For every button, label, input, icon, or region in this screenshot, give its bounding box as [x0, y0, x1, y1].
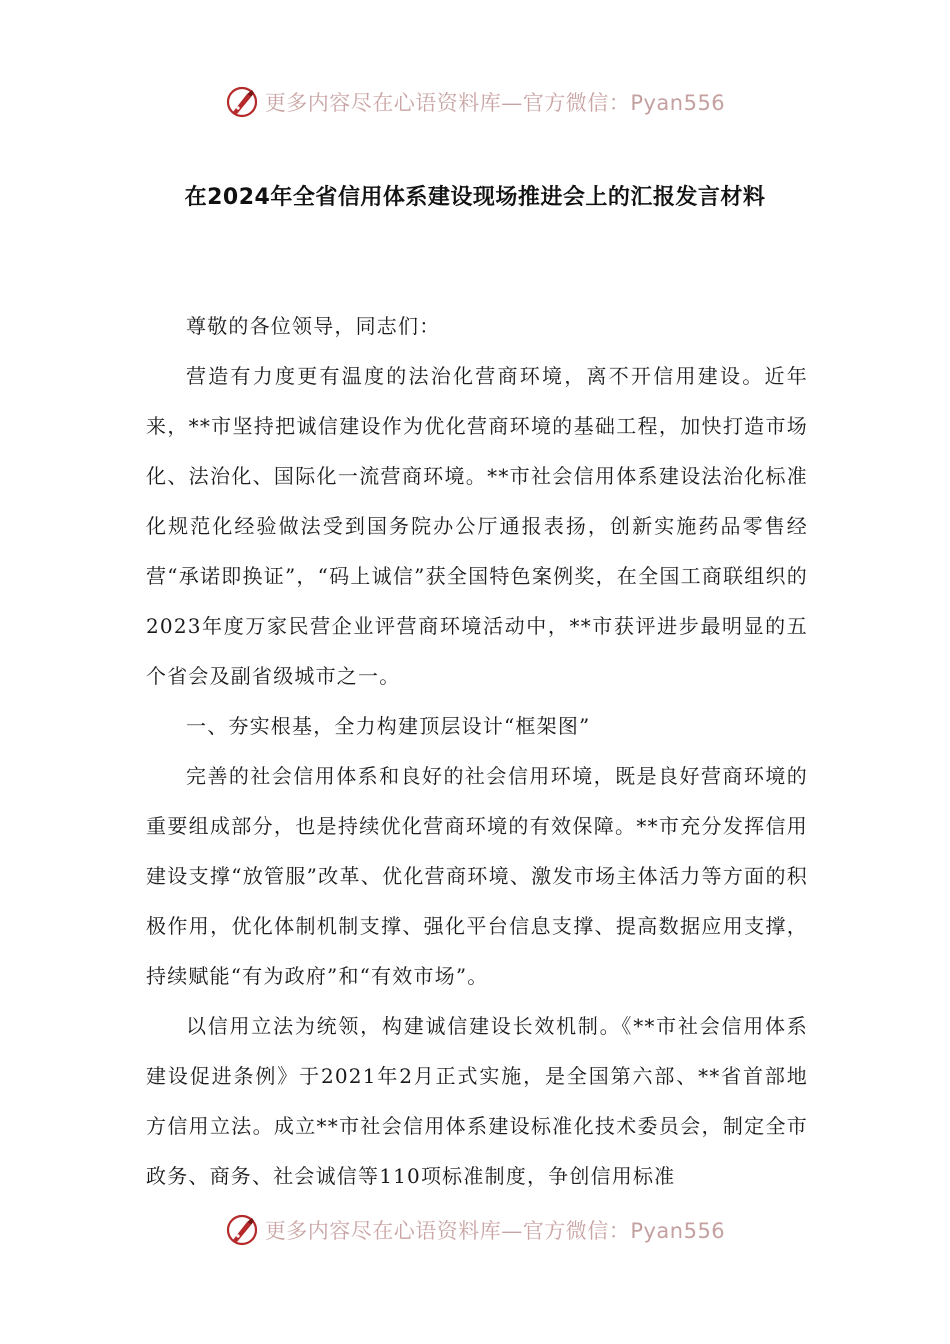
document-body: [146, 301, 808, 1201]
paragraph-salutation: 尊敬的各位领导，同志们：: [186, 314, 441, 338]
watermark-banner-bottom: [0, 1210, 950, 1250]
paragraph-legislation: 以信用立法为统领，构建诚信建设长效机制。《**市社会信用体系建设促进条例》于2021年2月正式实施，是全国第六部、**省首部地方信用立法。成立**市社会信用体系建设标准化技术委员会，制定全市政务、商务、社会诚信等110项标准制度，争创信用标准: [146, 1014, 808, 1188]
pen-nib-logo-icon: [225, 85, 259, 119]
paragraph-section-body: 完善的社会信用体系和良好的社会信用环境，既是良好营商环境的重要组成部分，也是持续优化营商环境的有效保障。**市充分发挥信用建设支撑“放管服”改革、优化营商环境、激发市场主体活力等方面的积极作用，优化体制机制支撑、强化平台信息支撑、提高数据应用支撑，持续赋能“有为政府”和“有效市场”。: [146, 764, 808, 988]
watermark-handle: Pyan556: [630, 1219, 726, 1243]
watermark-handle: Pyan556: [630, 91, 726, 115]
paragraph-intro: 营造有力度更有温度的法治化营商环境，离不开信用建设。近年来，**市坚持把诚信建设作为优化营商环境的基础工程，加快打造市场化、法治化、国际化一流营商环境。**市社会信用体系建设法治化标准化规范化经验做法受到国务院办公厅通报表扬，创新实施药品零售经营“承诺即换证”，“码上诚信”获全国特色案例奖，在全国工商联组织的2023年度万家民营企业评营商环境活动中，**市获评进步最明显的五个省会及副省级城市之一。: [146, 364, 808, 688]
document-title: 在2024年全省信用体系建设现场推进会上的汇报发言材料: [184, 185, 766, 210]
watermark-banner-top: [0, 82, 950, 122]
section-heading: 一、夯实根基，全力构建顶层设计“框架图”: [186, 714, 591, 738]
watermark-text: 更多内容尽在心语资料库—官方微信：Pyan556: [264, 91, 726, 115]
pen-nib-logo-icon: [225, 1213, 259, 1247]
watermark-text: 更多内容尽在心语资料库—官方微信：Pyan556: [264, 1219, 726, 1243]
